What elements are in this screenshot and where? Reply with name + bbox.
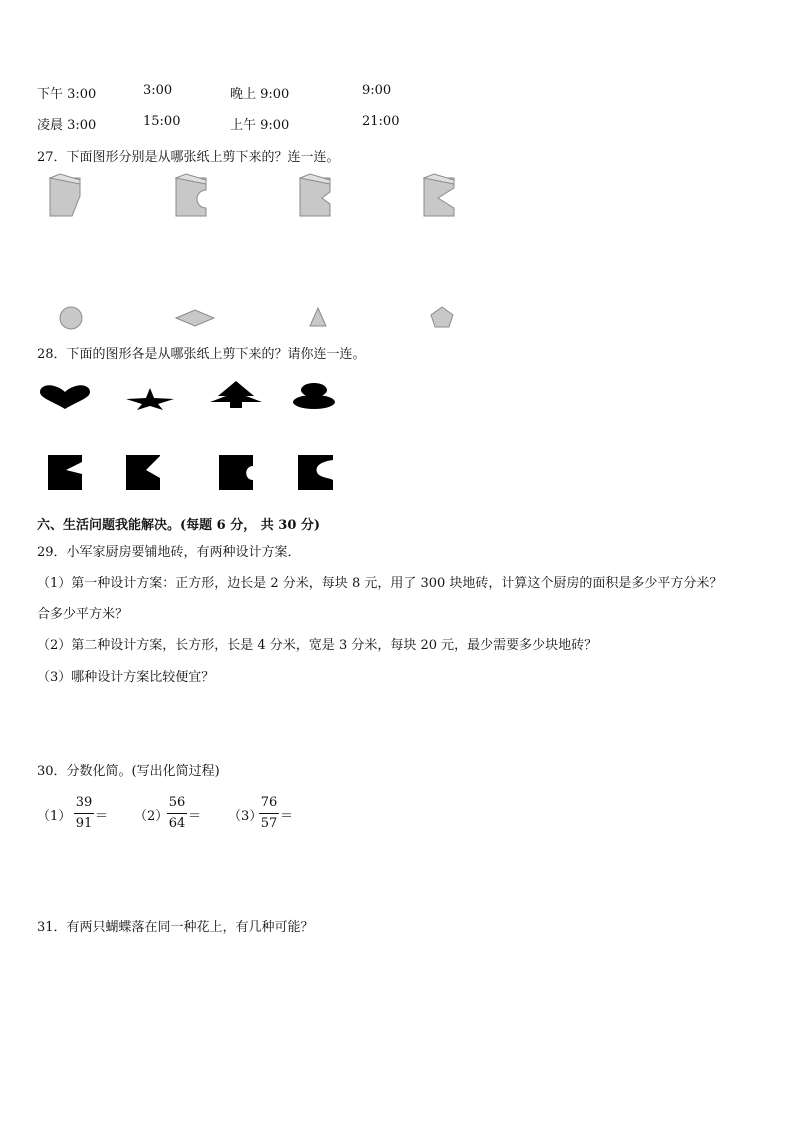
numerator: 56 [168,795,186,810]
equals-sign: ＝ [95,809,109,824]
time-cell: 21:00 [362,114,400,129]
numerator: 39 [75,795,93,810]
denominator: 91 [75,816,93,831]
item-label: （1） [37,809,72,824]
cut-paper-3 [219,455,253,490]
mushroom-shape [293,383,335,409]
time-cell: 凌晨 3:00 [37,118,97,133]
section-6-heading: 六、生活问题我能解决。(每题 6 分， 共 30 分) [37,518,321,533]
question-30-title: 30．分数化简。(写出化简过程) [37,764,220,779]
fraction [259,795,279,832]
time-cell: 3:00 [143,83,173,98]
cut-paper-4 [298,455,333,490]
numerator: 76 [260,795,278,810]
question-31-title: 31．有两只蝴蝶落在同一种花上，有几种可能？ [37,920,314,935]
fraction [167,795,187,832]
equals-sign: ＝ [280,809,294,824]
question-28-title: 28．下面的图形各是从哪张纸上剪下来的？请你连一连。 [37,347,366,362]
equals-sign: ＝ [188,809,202,824]
question-29-part3: （3）哪种设计方案比较便宜？ [37,670,215,685]
cut-paper-1 [48,455,82,490]
arrow-tree-shape [210,381,262,408]
denominator: 57 [260,816,278,831]
question-29-part1-cont: 合多少平方米？ [37,607,129,622]
denominator: 64 [168,816,186,831]
star-shape [126,388,174,410]
heart-shape [40,385,90,409]
time-cell: 上午 9:00 [230,118,290,133]
question-29-part2: （2）第二种设计方案，长方形，长是 4 分米，宽是 3 分米，每块 20 元，最少需要多少块地砖？ [37,638,598,653]
question-29-title: 29．小军家厨房要铺地砖，有两种设计方案． [37,545,301,560]
time-cell: 15:00 [143,114,181,129]
question-29-part1: （1）第一种设计方案：正方形，边长是 2 分米，每块 8 元，用了 300 块地砖，计算这个厨房的面积是多少平方分米？ [37,576,723,591]
question-27-title: 27．下面图形分别是从哪张纸上剪下来的？连一连。 [37,150,340,165]
time-cell: 晚上 9:00 [230,87,290,102]
fraction [74,795,94,832]
item-label: （3） [228,809,263,824]
time-cell: 9:00 [362,83,392,98]
item-label: （2） [134,809,169,824]
time-cell: 下午 3:00 [37,87,97,102]
cut-paper-2 [126,455,160,490]
